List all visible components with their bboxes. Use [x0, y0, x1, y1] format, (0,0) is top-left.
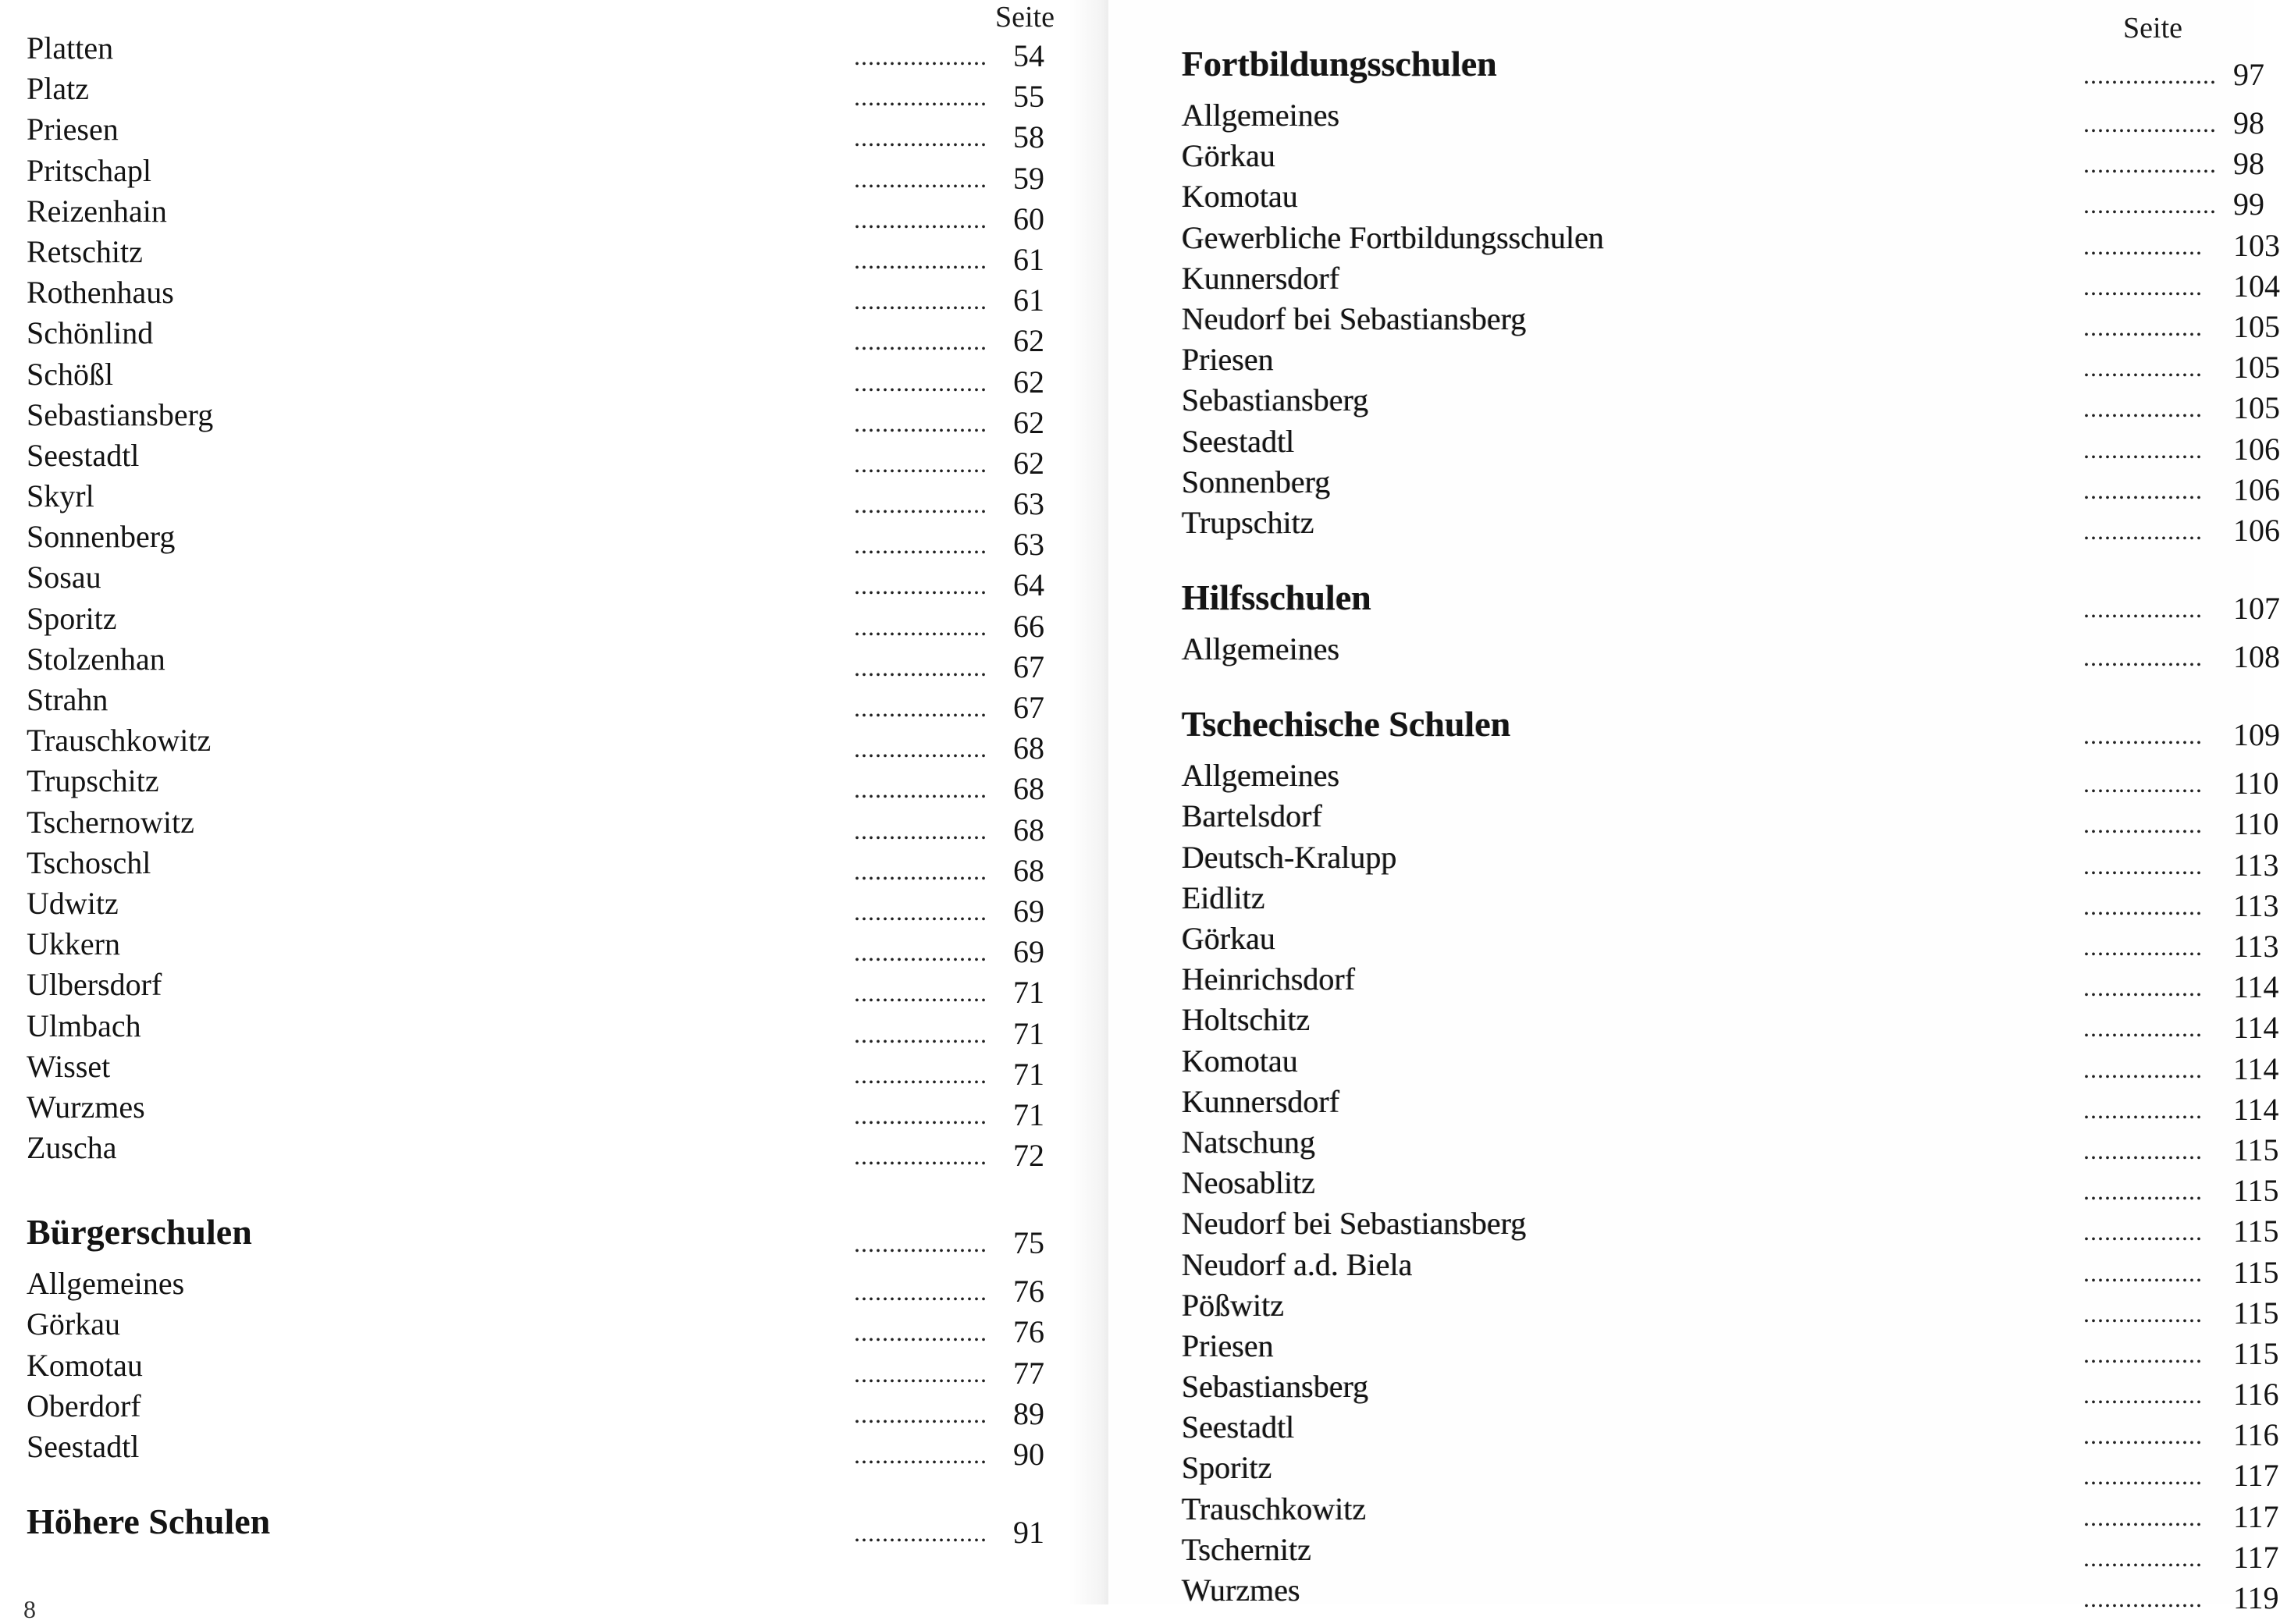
entry-page-number: 62	[1013, 323, 1044, 359]
toc-entry	[27, 272, 1057, 318]
entry-page-number: 113	[2233, 887, 2279, 923]
toc-entry	[1182, 421, 2280, 467]
toc-entry	[27, 1128, 1057, 1174]
toc-entry	[1182, 95, 2264, 140]
toc-entry	[1182, 1163, 2279, 1209]
toc-entry	[27, 395, 1057, 440]
dot-leader: .................	[2083, 1584, 2203, 1612]
entry-page-number: 115	[2233, 1335, 2279, 1371]
entry-title: Allgemeines	[27, 1266, 185, 1302]
toc-entry	[27, 232, 1057, 277]
entry-page-number: 115	[2233, 1254, 2279, 1290]
toc-entry	[27, 1304, 1057, 1350]
dot-leader: ...................	[854, 1441, 987, 1469]
entry-title: Trupschitz	[1182, 504, 1314, 540]
entry-page-number: 106	[2233, 512, 2280, 548]
entry-page-number: 107	[2233, 591, 2280, 627]
toc-entry	[27, 965, 1057, 1011]
entry-page-number: 108	[2233, 639, 2280, 675]
toc-entry	[1182, 837, 2279, 883]
toc-entry	[1182, 959, 2279, 1005]
entry-title: Priesen	[27, 112, 119, 147]
seite-label: Seite	[2123, 12, 2182, 44]
entry-page-number: 110	[2233, 806, 2279, 842]
entry-title: Tschechische Schulen	[1182, 704, 1511, 744]
dot-leader: ...................	[854, 204, 987, 233]
toc-entry	[1182, 218, 2280, 263]
entry-title: Pritschapl	[27, 152, 151, 188]
entry-title: Pößwitz	[1182, 1287, 1285, 1323]
dot-leader: ...................	[854, 897, 987, 926]
toc-entry	[1182, 878, 2279, 923]
toc-entry	[27, 802, 1057, 848]
dot-leader: .................	[2083, 475, 2203, 504]
entry-page-number: 61	[1013, 283, 1044, 318]
entry-title: Heinrichsdorf	[1182, 961, 1356, 997]
dot-leader: .................	[2083, 1462, 2203, 1491]
entry-page-number: 68	[1013, 730, 1044, 766]
toc-entry	[27, 476, 1057, 522]
dot-leader: .................	[2083, 1014, 2203, 1043]
toc-entry	[27, 557, 1057, 603]
toc-entry	[27, 151, 1057, 196]
entry-title: Allgemeines	[1182, 631, 1340, 667]
entry-page-number: 106	[2233, 431, 2280, 467]
entry-page-number: 76	[1013, 1314, 1044, 1350]
entry-title: Wisset	[27, 1048, 111, 1084]
entry-page-number: 115	[2233, 1295, 2279, 1331]
dot-leader: .................	[2083, 1299, 2203, 1327]
entry-page-number: 77	[1013, 1355, 1044, 1391]
entry-page-number: 63	[1013, 527, 1044, 563]
entry-title: Bürgerschulen	[27, 1212, 252, 1253]
entry-title: Görkau	[27, 1306, 120, 1342]
entry-title: Tschernowitz	[27, 804, 194, 840]
entry-page-number: 110	[2233, 766, 2279, 801]
dot-leader: .................	[2083, 435, 2203, 464]
toc-entry	[1182, 136, 2264, 182]
entry-title: Sporitz	[27, 600, 117, 636]
dot-leader: .................	[2083, 1381, 2203, 1409]
entry-page-number: 113	[2233, 847, 2279, 883]
dot-leader: .................	[2083, 643, 2203, 672]
dot-leader: ...................	[854, 368, 987, 396]
toc-entry	[1182, 1448, 2279, 1494]
entry-page-number: 58	[1013, 119, 1044, 155]
entry-page-number: 117	[2233, 1458, 2279, 1494]
dot-leader: ...................	[854, 612, 987, 641]
entry-title: Holtschitz	[1182, 1002, 1311, 1038]
entry-page-number: 71	[1013, 1056, 1044, 1092]
toc-section-heading	[27, 1498, 1057, 1553]
toc-entry	[27, 517, 1057, 563]
toc-list-right	[1182, 41, 2280, 1615]
toc-entry	[27, 69, 1057, 115]
dot-leader: .................	[2083, 851, 2203, 880]
dot-leader: .................	[2083, 394, 2203, 423]
entry-page-number: 67	[1013, 649, 1044, 684]
entry-title: Schönlind	[27, 315, 154, 351]
entry-page-number: 62	[1013, 404, 1044, 440]
toc-entry	[1182, 462, 2280, 507]
entry-page-number: 54	[1013, 38, 1044, 73]
entry-title: Seestadtl	[27, 437, 140, 473]
toc-entry	[1182, 1530, 2279, 1575]
entry-title: Komotau	[1182, 179, 1298, 215]
entry-title: Rothenhaus	[27, 275, 174, 311]
entry-page-number: 55	[1013, 79, 1044, 115]
entry-page-number: 59	[1013, 160, 1044, 196]
entry-page-number: 116	[2233, 1417, 2279, 1453]
entry-title: Wurzmes	[1182, 1572, 1300, 1608]
entry-page-number: 75	[1013, 1225, 1044, 1261]
dot-leader: ...................	[854, 1142, 987, 1171]
entry-page-number: 66	[1013, 608, 1044, 644]
entry-title: Udwitz	[27, 885, 119, 921]
dot-leader: .................	[2083, 891, 2203, 920]
dot-leader: ...................	[854, 164, 987, 193]
entry-title: Skyrl	[27, 478, 94, 514]
dot-leader: .................	[2083, 1502, 2203, 1531]
toc-section-heading	[1182, 574, 2280, 629]
dot-leader: ...................	[854, 286, 987, 315]
dot-leader: ...................	[854, 245, 987, 274]
dot-leader: ...................	[854, 1100, 987, 1129]
entry-title: Wurzmes	[27, 1089, 145, 1125]
dot-leader: .................	[2083, 769, 2203, 798]
entry-page-number: 62	[1013, 445, 1044, 481]
toc-entry	[1182, 1122, 2279, 1167]
toc-section-heading	[1182, 41, 2264, 95]
toc-entry	[1182, 1570, 2279, 1615]
entry-title: Seestadtl	[1182, 423, 1295, 459]
entry-title: Neudorf a.d. Biela	[1182, 1246, 1413, 1282]
entry-title: Komotau	[27, 1347, 143, 1383]
entry-page-number: 114	[2233, 969, 2279, 1005]
toc-entry	[27, 720, 1057, 766]
dot-leader: ...................	[854, 938, 987, 967]
entry-page-number: 97	[2233, 57, 2264, 92]
entry-title: Allgemeines	[1182, 98, 1340, 133]
toc-section-heading	[1182, 701, 2280, 755]
entry-page-number: 91	[1013, 1515, 1044, 1551]
entry-title: Ulmbach	[27, 1007, 141, 1043]
toc-entry	[27, 354, 1057, 400]
dot-leader: ...................	[854, 1278, 987, 1306]
dot-leader: .................	[2083, 721, 2203, 750]
entry-page-number: 71	[1013, 975, 1044, 1011]
toc-entry	[27, 680, 1057, 725]
entry-title: Ukkern	[27, 926, 120, 962]
dot-leader: ...................	[854, 979, 987, 1007]
dot-leader: .................	[2083, 354, 2203, 382]
dot-leader: ...................	[854, 327, 987, 356]
toc-entry	[27, 761, 1057, 807]
dot-leader: ...................	[2083, 150, 2217, 179]
entry-page-number: 69	[1013, 893, 1044, 929]
entry-page-number: 106	[2233, 471, 2280, 507]
toc-entry	[1182, 1082, 2279, 1127]
dot-leader: ...................	[2083, 109, 2217, 137]
dot-leader: .................	[2083, 1543, 2203, 1572]
entry-title: Kunnersdorf	[1182, 1083, 1340, 1119]
toc-entry	[1182, 796, 2279, 842]
toc-entry	[1182, 919, 2279, 964]
entry-page-number: 98	[2233, 146, 2264, 182]
entry-title: Seestadtl	[1182, 1409, 1295, 1445]
entry-title: Neudorf bei Sebastiansberg	[1182, 300, 1527, 336]
toc-entry	[1182, 258, 2280, 304]
toc-entry	[27, 924, 1057, 970]
toc-entry	[27, 1345, 1057, 1391]
dot-leader: .................	[2083, 1217, 2203, 1246]
toc-entry	[1182, 503, 2280, 548]
dot-leader: .................	[2083, 1339, 2203, 1368]
dot-leader: ...................	[2083, 190, 2217, 219]
dot-leader: .................	[2083, 1258, 2203, 1287]
right-page	[1108, 0, 2280, 1615]
toc-entry	[1182, 1285, 2279, 1331]
toc-entry	[27, 1047, 1057, 1092]
entry-page-number: 117	[2233, 1539, 2279, 1575]
entry-page-number: 114	[2233, 1091, 2279, 1127]
entry-page-number: 69	[1013, 934, 1044, 970]
dot-leader: .................	[2083, 1095, 2203, 1124]
dot-leader: ...................	[854, 571, 987, 600]
entry-page-number: 89	[1013, 1395, 1044, 1431]
entry-page-number: 115	[2233, 1214, 2279, 1249]
toc-entry	[27, 1427, 1057, 1472]
entry-title: Sporitz	[1182, 1450, 1272, 1486]
toc-entry	[27, 883, 1057, 929]
toc-entry	[27, 639, 1057, 684]
entry-title: Sebastiansberg	[27, 396, 214, 432]
entry-title: Fortbildungsschulen	[1182, 44, 1497, 84]
entry-page-number: 109	[2233, 717, 2280, 753]
entry-page-number: 98	[2233, 105, 2264, 140]
toc-entry	[27, 313, 1057, 359]
entry-page-number: 119	[2233, 1580, 2279, 1615]
dot-leader: ...................	[2083, 61, 2217, 89]
entry-page-number: 104	[2233, 268, 2280, 304]
toc-entry	[1182, 1245, 2279, 1290]
entry-page-number: 115	[2233, 1132, 2279, 1167]
entry-page-number: 113	[2233, 929, 2279, 964]
dot-leader: ...................	[854, 694, 987, 722]
dot-leader: ...................	[854, 1519, 987, 1548]
toc-entry	[27, 1087, 1057, 1132]
toc-entry	[27, 191, 1057, 236]
entry-title: Trupschitz	[27, 763, 159, 799]
entry-title: Reizenhain	[27, 193, 167, 229]
entry-page-number: 60	[1013, 201, 1044, 236]
entry-title: Platten	[27, 30, 114, 66]
toc-entry	[1182, 755, 2279, 801]
seite-label: Seite	[995, 1, 1055, 34]
entry-title: Allgemeines	[1182, 758, 1340, 794]
entry-title: Ulbersdorf	[27, 967, 162, 1003]
entry-page-number: 105	[2233, 390, 2280, 426]
dot-leader: ...................	[854, 83, 987, 112]
entry-title: Zuscha	[27, 1130, 117, 1166]
dot-leader: .................	[2083, 595, 2203, 624]
entry-page-number: 103	[2233, 227, 2280, 263]
entry-page-number: 114	[2233, 1050, 2279, 1086]
dot-leader: ...................	[854, 42, 987, 70]
entry-title: Bartelsdorf	[1182, 798, 1322, 834]
dot-leader: ...................	[854, 816, 987, 844]
entry-title: Sebastiansberg	[1182, 1369, 1369, 1405]
entry-title: Retschitz	[27, 233, 143, 269]
toc-entry	[1182, 1407, 2279, 1453]
toc-entry	[27, 435, 1057, 481]
dot-leader: .................	[2083, 1421, 2203, 1450]
dot-leader: .................	[2083, 1135, 2203, 1164]
entry-title: Höhere Schulen	[27, 1501, 271, 1542]
toc-entry	[1182, 1203, 2279, 1249]
entry-title: Komotau	[1182, 1043, 1298, 1079]
entry-title: Deutsch-Kralupp	[1182, 839, 1397, 875]
dot-leader: .................	[2083, 516, 2203, 545]
entry-title: Neudorf bei Sebastiansberg	[1182, 1206, 1527, 1242]
entry-title: Oberdorf	[27, 1388, 141, 1423]
entry-title: Tschernitz	[1182, 1531, 1312, 1567]
dot-leader: ...................	[854, 775, 987, 804]
toc-entry	[1182, 1000, 2279, 1046]
dot-leader: ...................	[854, 1229, 987, 1258]
entry-page-number: 61	[1013, 241, 1044, 277]
toc-entry	[1182, 380, 2280, 426]
entry-page-number: 68	[1013, 812, 1044, 848]
entry-title: Seestadtl	[27, 1429, 140, 1464]
entry-title: Stolzenhan	[27, 641, 165, 677]
toc-entry	[27, 599, 1057, 644]
entry-title: Schößl	[27, 356, 114, 392]
dot-leader: ...................	[854, 449, 987, 478]
entry-page-number: 72	[1013, 1138, 1044, 1174]
entry-page-number: 114	[2233, 1010, 2279, 1046]
entry-page-number: 90	[1013, 1437, 1044, 1472]
toc-section-heading	[27, 1209, 1057, 1263]
dot-leader: .................	[2083, 973, 2203, 1002]
toc-entry	[1182, 176, 2264, 222]
toc-list-left	[27, 28, 1057, 1553]
entry-page-number: 68	[1013, 852, 1044, 888]
entry-title: Hilfsschulen	[1182, 577, 1371, 618]
dot-leader: ...................	[854, 856, 987, 885]
dot-leader: ...................	[854, 1399, 987, 1428]
entry-page-number: 105	[2233, 308, 2280, 344]
toc-entry	[27, 28, 1057, 73]
dot-leader: ...................	[854, 490, 987, 519]
entry-title: Priesen	[1182, 1327, 1274, 1363]
entry-page-number: 64	[1013, 567, 1044, 603]
entry-page-number: 99	[2233, 187, 2264, 222]
entry-page-number: 116	[2233, 1377, 2279, 1413]
toc-entry	[27, 843, 1057, 888]
entry-page-number: 67	[1013, 690, 1044, 725]
dot-leader: .................	[2083, 1177, 2203, 1206]
dot-leader: ...................	[854, 531, 987, 560]
entry-title: Trauschkowitz	[27, 723, 212, 759]
left-page	[0, 0, 1108, 1623]
toc-entry	[1182, 1326, 2279, 1371]
dot-leader: .................	[2083, 231, 2203, 260]
toc-entry	[1182, 629, 2280, 675]
entry-page-number: 71	[1013, 1096, 1044, 1132]
entry-title: Görkau	[1182, 138, 1275, 174]
toc-entry	[27, 1386, 1057, 1431]
entry-title: Natschung	[1182, 1124, 1316, 1160]
dot-leader: .................	[2083, 1054, 2203, 1083]
entry-page-number: 105	[2233, 350, 2280, 386]
dot-leader: .................	[2083, 272, 2203, 300]
entry-title: Görkau	[1182, 921, 1275, 956]
dot-leader: ...................	[854, 1359, 987, 1388]
page-number: 8	[23, 1595, 36, 1623]
dot-leader: .................	[2083, 810, 2203, 839]
toc-entry	[1182, 299, 2280, 344]
toc-entry	[1182, 339, 2280, 386]
entry-title: Platz	[27, 71, 89, 107]
entry-page-number: 63	[1013, 486, 1044, 522]
toc-entry	[27, 1006, 1057, 1051]
dot-leader: .................	[2083, 312, 2203, 341]
dot-leader: ...................	[854, 1019, 987, 1048]
dot-leader: ...................	[854, 652, 987, 681]
entry-page-number: 115	[2233, 1173, 2279, 1209]
entry-title: Tschoschl	[27, 844, 151, 880]
dot-leader: ...................	[854, 408, 987, 437]
entry-title: Sonnenberg	[27, 519, 176, 555]
entry-title: Neosablitz	[1182, 1165, 1316, 1201]
toc-entry	[1182, 1489, 2279, 1534]
dot-leader: ...................	[854, 734, 987, 763]
entry-title: Sonnenberg	[1182, 464, 1331, 499]
entry-title: Priesen	[1182, 342, 1274, 378]
entry-page-number: 117	[2233, 1498, 2279, 1534]
dot-leader: ...................	[854, 123, 987, 152]
entry-page-number: 62	[1013, 364, 1044, 400]
dot-leader: ...................	[854, 1318, 987, 1347]
dot-leader: .................	[2083, 933, 2203, 961]
entry-title: Strahn	[27, 682, 108, 717]
entry-title: Gewerbliche Fortbildungsschulen	[1182, 219, 1604, 255]
entry-page-number: 76	[1013, 1274, 1044, 1310]
entry-title: Sosau	[27, 560, 101, 595]
entry-title: Eidlitz	[1182, 880, 1265, 915]
toc-entry	[27, 109, 1057, 155]
toc-entry	[27, 1263, 1057, 1310]
entry-page-number: 68	[1013, 771, 1044, 807]
toc-entry	[1182, 1041, 2279, 1086]
toc-entry	[1182, 1366, 2279, 1413]
entry-page-number: 71	[1013, 1015, 1044, 1051]
entry-title: Kunnersdorf	[1182, 260, 1340, 296]
dot-leader: ...................	[854, 1060, 987, 1089]
entry-title: Trauschkowitz	[1182, 1491, 1367, 1526]
entry-title: Sebastiansberg	[1182, 382, 1369, 418]
